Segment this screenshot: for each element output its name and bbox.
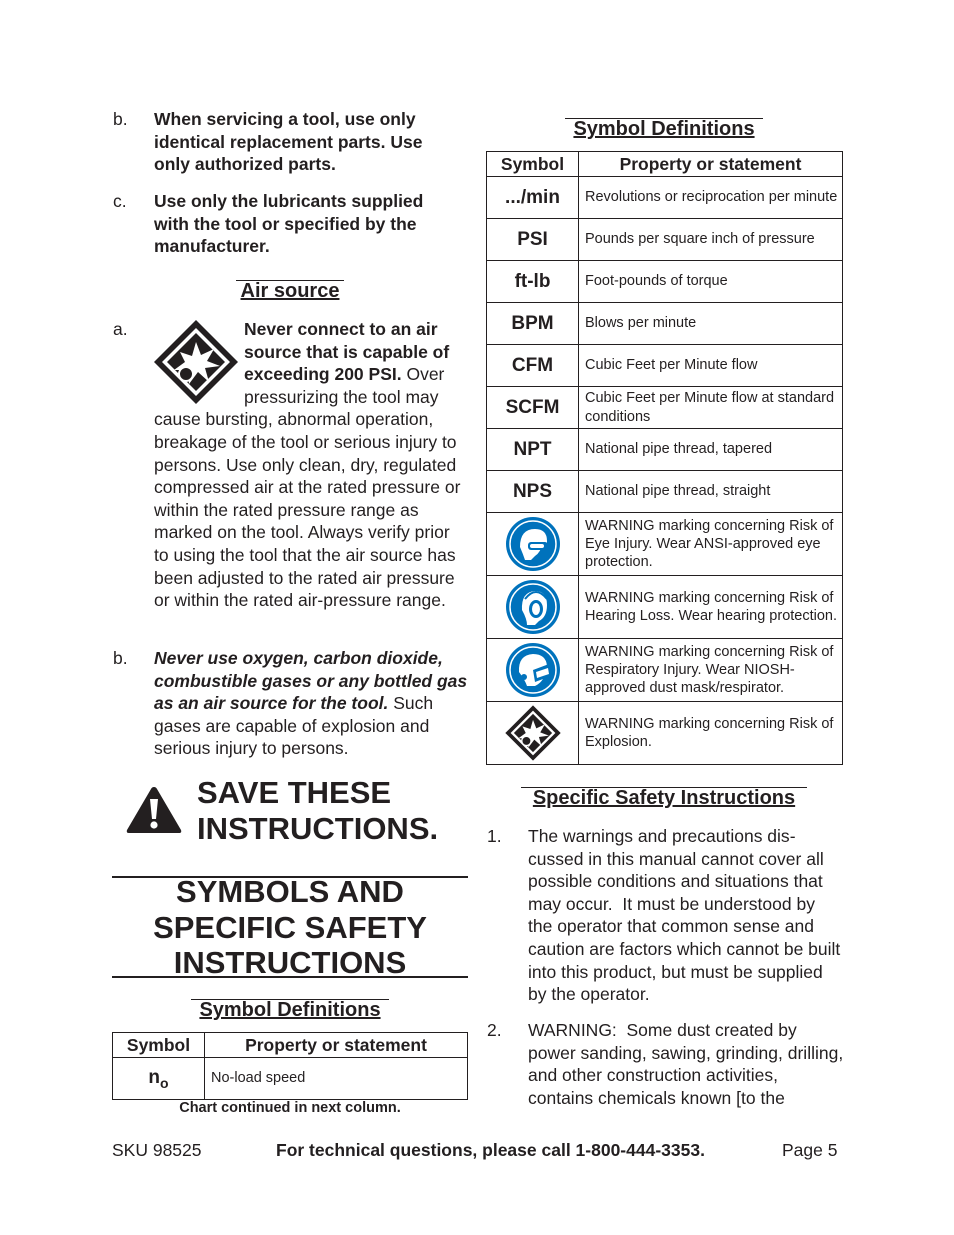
symbols-section-title: SYMBOLS AND SPECIFIC SAFETY INSTRUCTIONS <box>153 874 427 980</box>
specific-item-1 <box>487 825 847 1006</box>
property-cell: WARNING marking concerning Risk of Respiratory Injury. Wear NIOSH-approved dust mask/respirator. <box>579 639 843 702</box>
symbol-cell: NPT <box>487 429 579 471</box>
table-row <box>487 576 843 639</box>
footer-page: Page 5 <box>782 1140 838 1160</box>
table-row <box>487 345 843 387</box>
col-symbol-header: Symbol <box>113 1033 205 1058</box>
respirator-icon <box>505 642 561 698</box>
footer-sku: SKU 98525 <box>112 1140 202 1160</box>
symbol-cell: NPS <box>487 471 579 513</box>
table-header-row <box>113 1033 468 1058</box>
property-cell: Cubic Feet per Minute flow <box>579 345 843 387</box>
specific-item-2 <box>487 1019 847 1109</box>
property-cell: WARNING marking concerning Risk of Eye Injury. Wear ANSI-approved eye protection. <box>579 513 843 576</box>
symbol-definitions-heading-left: Symbol Definitions <box>199 999 381 1021</box>
symbols-bottom-rule <box>112 976 468 978</box>
col-property-header: Property or statement <box>205 1033 468 1058</box>
item-text: The warnings and precautions discussed in this manual cannot cover all possible conditions and situations that may occur. It must be understood by the operator that common sense and caution are factors which cannot be built into this product, but must be supplied by the operator. <box>528 826 841 1005</box>
item-text: Over pressurizing the tool may cause bursting, abnormal operation, breakage of the tool or serious injury to persons. Use only clean, dry, regulated compressed air at the rated pressure or within the rated pressure range as marked on the tool. Always verify prior to using the tool that the air source has been adjusted to the rated air pressure or within the rated air-pressure range. <box>154 364 461 611</box>
table-row <box>113 1058 468 1100</box>
symbol-cell: BPM <box>487 303 579 345</box>
table-header-row <box>487 152 843 177</box>
property-cell: WARNING marking concerning Risk of Hearing Loss. Wear hearing protection. <box>579 576 843 639</box>
symbol-table-right <box>486 151 843 765</box>
property-cell: No-load speed <box>205 1058 468 1100</box>
symbol-cell: ft-lb <box>487 261 579 303</box>
table-row <box>487 639 843 702</box>
col-property-header: Property or statement <box>579 152 843 177</box>
explosion-icon <box>152 318 240 406</box>
table-row <box>487 303 843 345</box>
item-text-block <box>154 647 469 760</box>
item-b-gases <box>113 647 473 760</box>
table-row <box>487 219 843 261</box>
item-c-lubricants <box>113 190 473 258</box>
table-row <box>487 177 843 219</box>
item-bold-text: Never connect to an air source that is capable of exceeding 200 PSI. <box>244 319 450 385</box>
property-cell: National pipe thread, straight <box>579 471 843 513</box>
table-row <box>487 261 843 303</box>
item-label: a. <box>113 319 128 339</box>
item-bold-italic-text: Never use oxygen, carbon dioxide, combustible gases or any bottled gas as an air source for the tool. <box>154 648 468 714</box>
property-cell: Foot-pounds of torque <box>579 261 843 303</box>
property-cell: WARNING marking concerning Risk of Explosion. <box>579 702 843 765</box>
hearing-protection-icon <box>505 579 561 635</box>
item-text-block <box>154 318 469 612</box>
table-row <box>487 429 843 471</box>
col-symbol-header: Symbol <box>487 152 579 177</box>
item-text: When servicing a tool, use only identical replacement parts. Use only authorized parts. <box>154 109 423 175</box>
item-label: c. <box>113 191 127 211</box>
table-row <box>487 513 843 576</box>
save-instructions-title: SAVE THESE INSTRUCTIONS. <box>197 775 439 846</box>
item-label: 1. <box>487 826 502 846</box>
table-row <box>487 702 843 765</box>
air-source-heading: Air source <box>240 280 340 302</box>
item-text: Such gases are capable of explosion and serious injury to persons. <box>154 693 434 759</box>
explosion-icon <box>504 704 562 762</box>
table-row <box>487 471 843 513</box>
table-row <box>487 387 843 429</box>
footer-phone: For technical questions, please call 1-800-444-3353. <box>276 1140 705 1160</box>
item-text: WARNING: Some dust created by power sanding, sawing, grinding, drilling, and other construction activities, contains chemicals known [to the <box>528 1020 844 1108</box>
symbol-cell: $n_o$ <box>113 1058 205 1100</box>
item-b-replacement-parts <box>113 108 473 176</box>
symbol-cell: CFM <box>487 345 579 387</box>
property-cell: Pounds per square inch of pressure <box>579 219 843 261</box>
chart-continued-note: Chart continued in next column. <box>179 1100 401 1116</box>
property-cell: National pipe thread, tapered <box>579 429 843 471</box>
symbol-cell: .../min <box>487 177 579 219</box>
item-a-air-pressure <box>113 318 473 612</box>
symbol-cell: PSI <box>487 219 579 261</box>
item-label: b. <box>113 648 128 668</box>
symbol-table-left <box>112 1032 468 1100</box>
item-text: Use only the lubricants supplied with the tool or specified by the manufacturer. <box>154 191 424 257</box>
eye-protection-icon <box>505 516 561 572</box>
property-cell: Revolutions or reciprocation per minute <box>579 177 843 219</box>
symbol-cell: SCFM <box>487 387 579 429</box>
warning-triangle-icon <box>125 785 183 840</box>
property-cell: Blows per minute <box>579 303 843 345</box>
item-label: 2. <box>487 1020 502 1040</box>
item-label: b. <box>113 109 128 129</box>
property-cell: Cubic Feet per Minute flow at standard conditions <box>579 387 843 429</box>
symbol-definitions-heading-right: Symbol Definitions <box>573 118 755 140</box>
specific-safety-heading: Specific Safety Instructions <box>532 787 796 809</box>
